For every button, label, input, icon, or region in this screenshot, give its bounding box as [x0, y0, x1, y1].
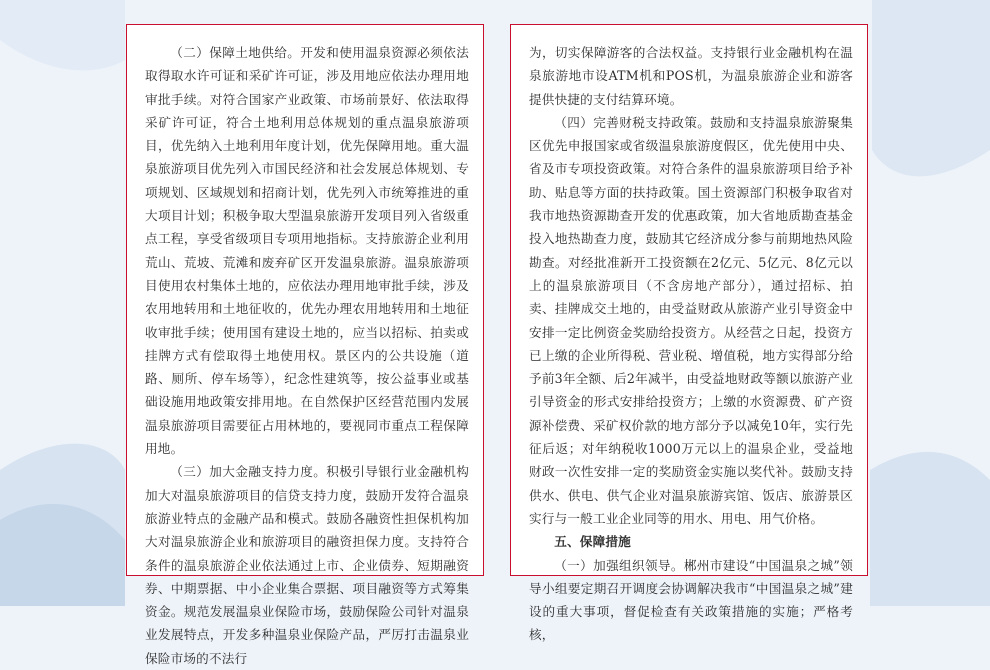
paragraph-fiscal-tax-policy: （四）完善财税支持政策。鼓励和支持温泉旅游聚集区优先申报国家或省级温泉旅游度假区，优先使用中央、省及市专项投资政策。对符合条件的温泉旅游项目给予补助、贴息等方面的扶持政策。国土资源部门积极争取省对我市地热资源勘查开发的优惠政策，加大省地质勘查基金投入地热勘查力度，鼓励其它经济成分参与前期地热风险勘查。对经批准新开工投资额在2亿元、5亿元、8亿元以上的温泉旅游项目（不含房地产部分），通过招标、拍卖、挂牌成交土地的，由受益财政从旅游产业引导资金中安排一定比例资金奖励给投资方。从经营之日起，投资方已上缴的企业所得税、营业税、增值税，地方实得部分给予前3年全额、后2年减半，由受益地财政等额以旅游产业引导资金的形式安排给投资方；上缴的水资源费、矿产资源补偿费、采矿权价款的地方部分予以减免10年，实行先征后返；对年纳税收1000万元以上的温泉企业，受益地财政一次性安排一定的奖励资金实施以奖代补。鼓励支持供水、供电、供气企业对温泉旅游宾馆、饭店、旅游景区实行与一般工业企业同等的用水、用电、用气价格。 [529, 114, 853, 526]
paragraph-financial-support: （三）加大金融支持力度。积极引导银行业金融机构加大对温泉旅游项目的信贷支持力度，鼓励开发符合温泉旅游业特点的金融产品和模式。鼓励各融资性担保机构加大对温泉旅游企业和旅游项目的融资担保力度。支持符合条件的温泉旅游企业依法通过上市、企业债券、短期融资券、中期票据、中小企业集合票据、项目融资等方式筹集资金。规范发展温泉业保险市场，鼓励保险公司针对温泉业发展特点，开发多种温泉业保险产品，严厉打击温泉业保险市场的不法行 [145, 464, 469, 666]
paragraph-organizational-leadership: （一）加强组织领导。郴州市建设“中国温泉之城”领导小组要定期召开调度会协调解决我市“中国温泉之城”建设的重大事项，督促检查有关政策措施的实施；严格考核， [529, 557, 853, 643]
paragraph-land-supply: （二）保障土地供给。开发和使用温泉资源必须依法取得取水许可证和采矿许可证，涉及用地应依法办理用地审批手续。对符合国家产业政策、市场前景好、依法取得采矿许可证，符合土地利用总体规划的重点温泉旅游项目，优先纳入土地利用年度计划，优先保障用地。重大温泉旅游项目优先列入市国民经济和社会发展总体规划、专项规划、区域规划和招商计划，优先列入市统筹推进的重大项目计划；积极争取大型温泉旅游开发项目列入省级重点工程，享受省级项目专项用地指标。支持旅游企业利用荒山、荒坡、荒滩和废弃矿区开发温泉旅游。温泉旅游项目使用农村集体土地的，应依法办理用地审批手续，涉及农用地转用和土地征收的，优先办理农用地转用和土地征收审批手续；使用国有建设土地的，应当以招标、拍卖或挂牌方式有偿取得土地使用权。景区内的公共设施（道路、厕所、停车场等），纪念性建筑等，按公益事业或基础设施用地政策安排用地。在自然保护区经营范围内发展温泉旅游项目需要征占用林地的，要视同市重点工程保障用地。 [145, 45, 469, 457]
section-heading-safeguard-measures: 五、保障措施 [554, 534, 631, 550]
document-page-right [510, 24, 868, 643]
document-page-left [126, 24, 484, 666]
paragraph-financial-support-continued: 为，切实保障游客的合法权益。支持银行业金融机构在温泉旅游地市设ATM机和POS机，为温泉旅游企业和游客提供快捷的支付结算环境。 [529, 45, 853, 107]
